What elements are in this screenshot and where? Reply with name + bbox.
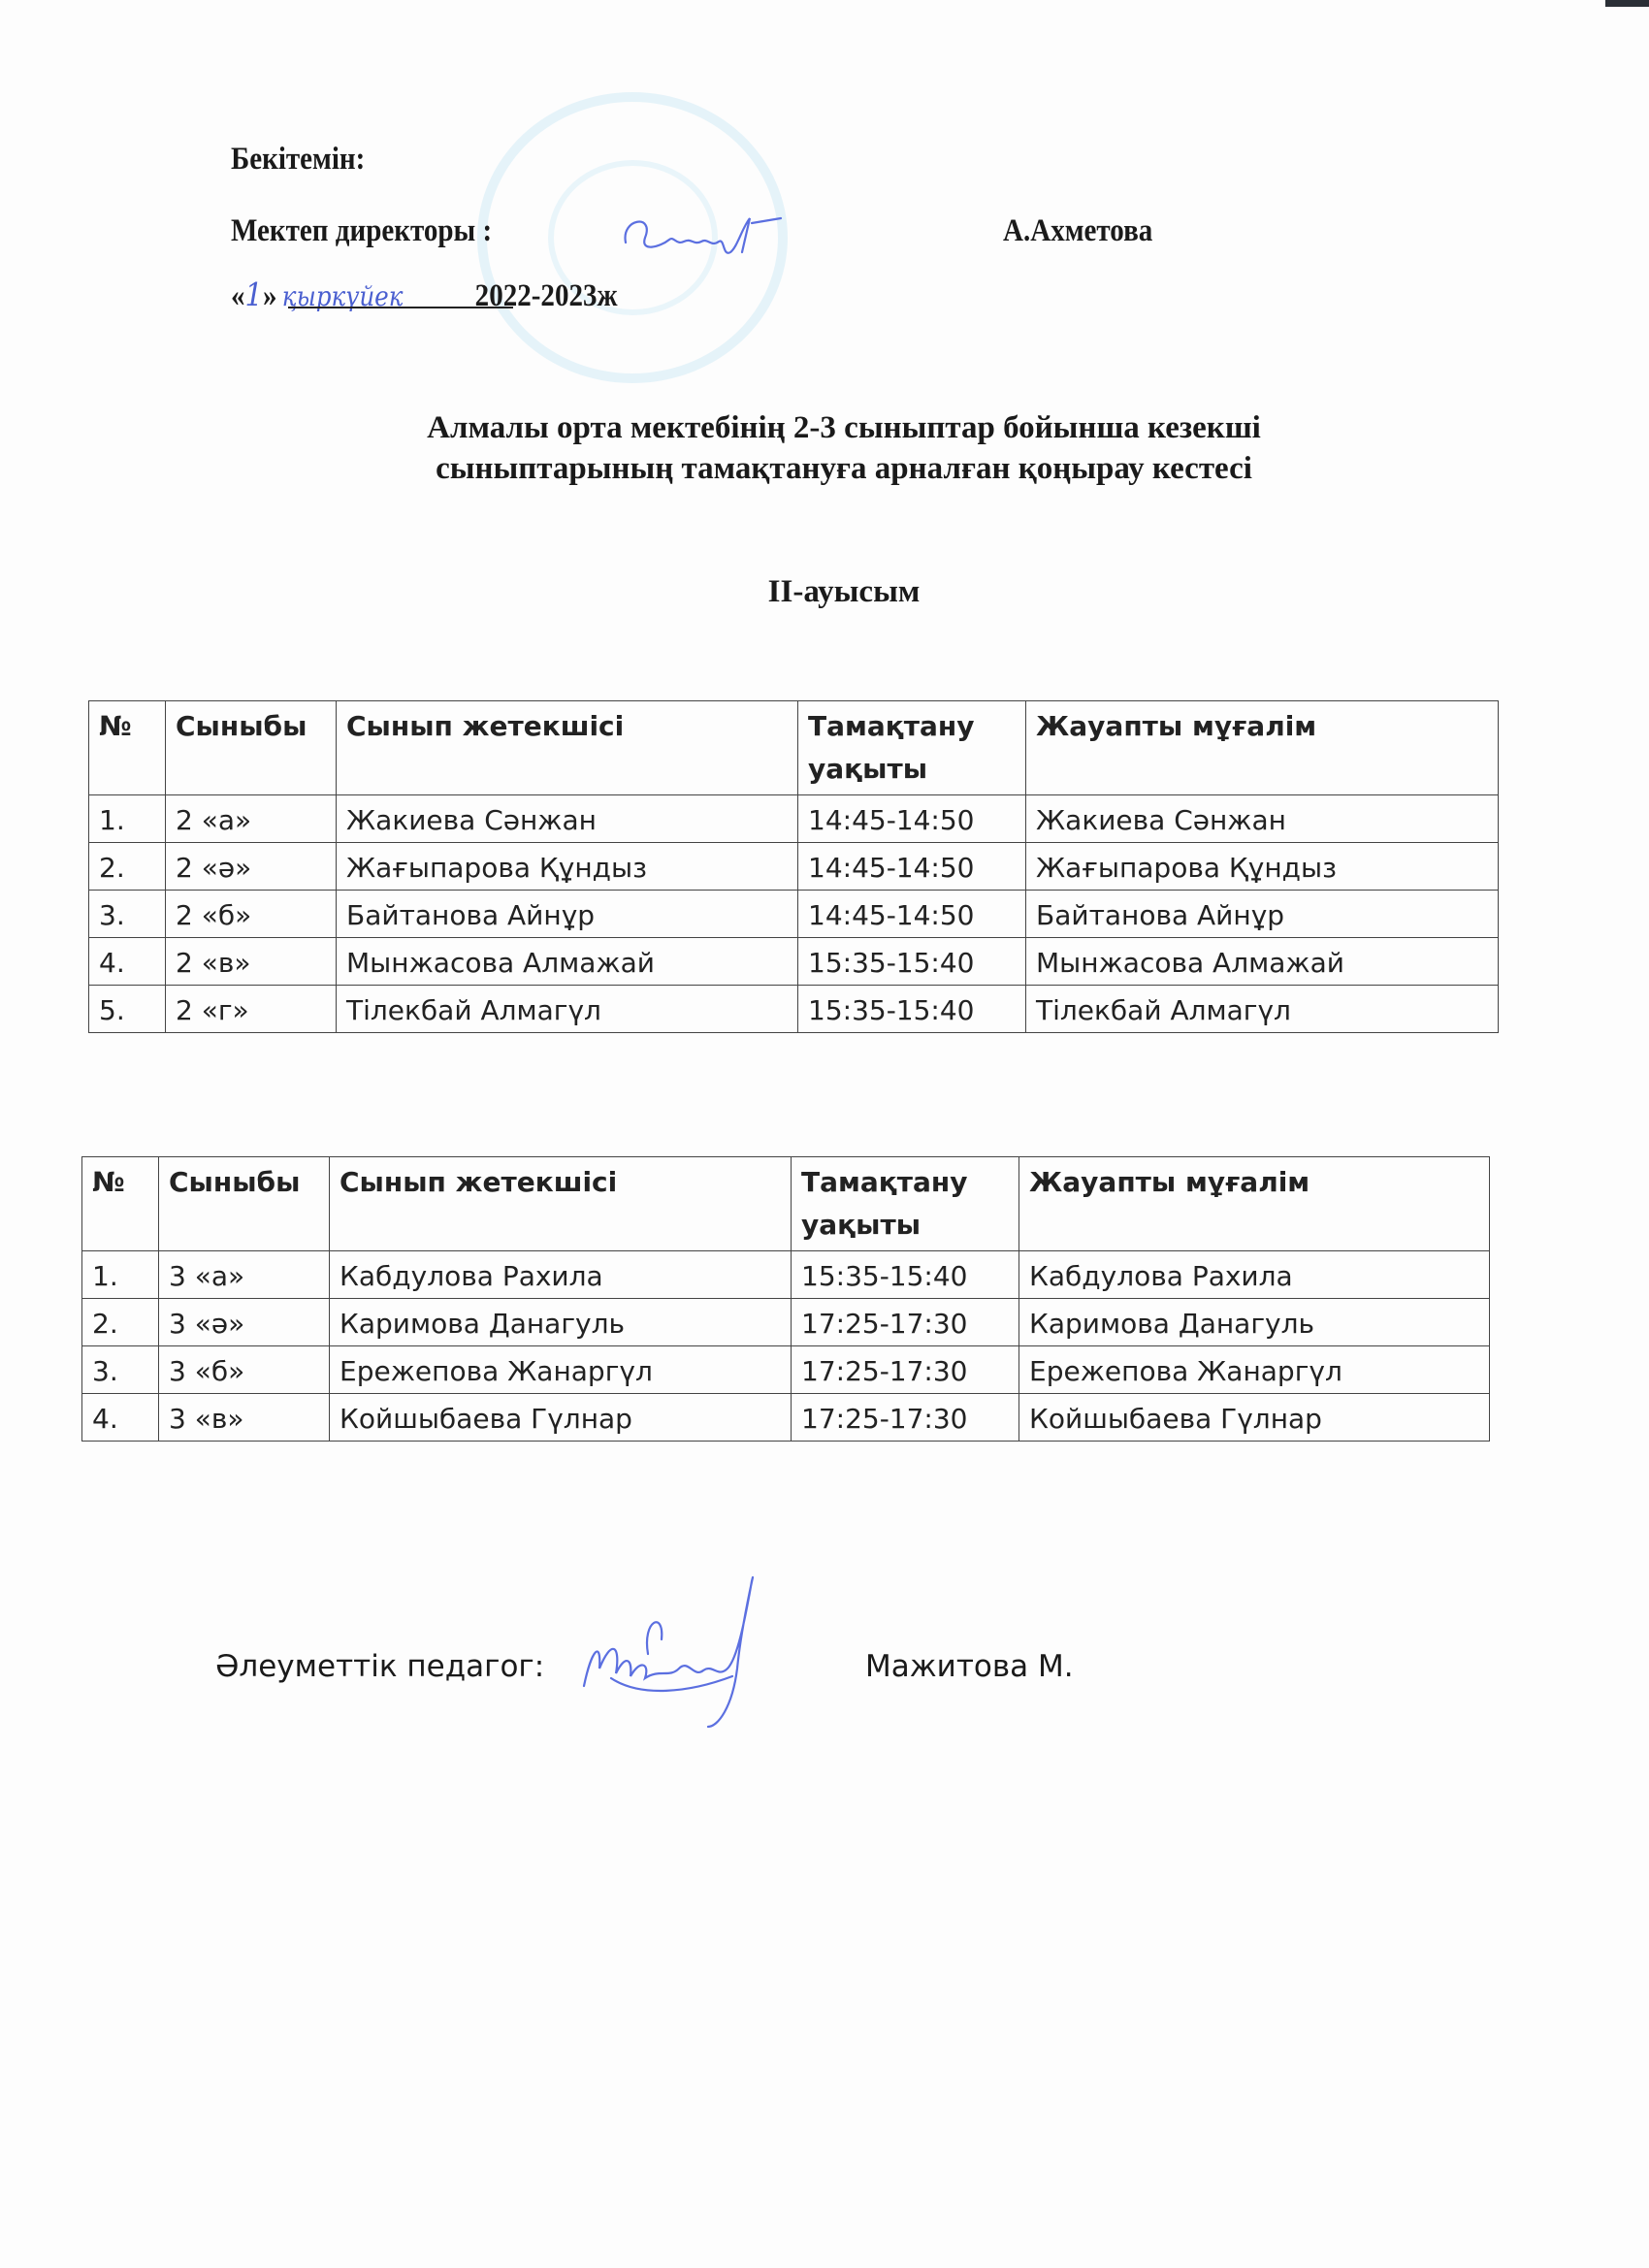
header-class-teacher: Сынып жетекшісі xyxy=(330,1157,792,1251)
document-title-line-2: сыныптарының тамақтануға арналған қоңырау кестесі xyxy=(436,451,1252,486)
cell-class-teacher: Мынжасова Алмажай xyxy=(337,938,798,986)
cell-no: 2. xyxy=(82,1299,159,1346)
director-label: Мектеп директоры : xyxy=(231,213,493,248)
cell-class: 2 «г» xyxy=(166,986,337,1033)
approve-label: Бекітемін: xyxy=(231,142,366,177)
header-meal-time-line-2: уақыты xyxy=(801,1209,922,1241)
table-row xyxy=(82,1299,1490,1346)
header-responsible-teacher: Жауапты мұғалім xyxy=(1026,701,1499,795)
cell-responsible: Кабдулова Рахила xyxy=(1019,1251,1490,1299)
cell-meal-time: 14:45-14:50 xyxy=(798,843,1026,891)
cell-meal-time: 15:35-15:40 xyxy=(798,986,1026,1033)
cell-meal-time: 15:35-15:40 xyxy=(798,938,1026,986)
table-row xyxy=(89,843,1499,891)
cell-no: 3. xyxy=(89,891,166,938)
director-signature xyxy=(616,199,786,272)
grade2-schedule-table xyxy=(88,700,1499,1033)
header-responsible-teacher: Жауапты мұғалім xyxy=(1019,1157,1490,1251)
cell-responsible: Койшыбаева Гүлнар xyxy=(1019,1394,1490,1442)
date-open-quote: « xyxy=(231,278,245,313)
cell-class-teacher: Жағыпарова Құндыз xyxy=(337,843,798,891)
cell-class: 2 «а» xyxy=(166,795,337,843)
shift-label: ІІ-ауысым xyxy=(767,574,921,609)
cell-no: 1. xyxy=(82,1251,159,1299)
cell-class: 2 «ә» xyxy=(166,843,337,891)
date-month-blank xyxy=(277,278,475,314)
cell-responsible: Жағыпарова Құндыз xyxy=(1026,843,1499,891)
director-name: А.Ахметова xyxy=(1003,213,1153,248)
cell-no: 2. xyxy=(89,843,166,891)
cell-class: 3 «ә» xyxy=(159,1299,330,1346)
cell-class-teacher: Жакиева Сәнжан xyxy=(337,795,798,843)
cell-class: 2 «б» xyxy=(166,891,337,938)
cell-responsible: Байтанова Айнұр xyxy=(1026,891,1499,938)
header-class-teacher: Сынып жетекшісі xyxy=(337,701,798,795)
cell-meal-time: 17:25-17:30 xyxy=(792,1299,1019,1346)
table-row xyxy=(89,938,1499,986)
cell-class-teacher: Тілекбай Алмагүл xyxy=(337,986,798,1033)
cell-class: 3 «в» xyxy=(159,1394,330,1442)
header-class: Сыныбы xyxy=(159,1157,330,1251)
table-header-row xyxy=(82,1157,1490,1251)
cell-class: 3 «а» xyxy=(159,1251,330,1299)
approval-date xyxy=(231,275,618,314)
date-month: қыркүйек xyxy=(281,280,404,312)
cell-class: 2 «в» xyxy=(166,938,337,986)
cell-no: 5. xyxy=(89,986,166,1033)
document-title-line-1: Алмалы орта мектебінің 2-3 сыныптар бойынша кезекші xyxy=(427,410,1261,445)
table-row xyxy=(82,1394,1490,1442)
cell-class-teacher: Ережепова Жанаргүл xyxy=(330,1346,792,1394)
cell-no: 4. xyxy=(89,938,166,986)
cell-meal-time: 14:45-14:50 xyxy=(798,891,1026,938)
header-meal-time xyxy=(792,1157,1019,1251)
cell-meal-time: 17:25-17:30 xyxy=(792,1394,1019,1442)
header-meal-time-line-1: Тамақтану xyxy=(801,1166,968,1198)
cell-no: 4. xyxy=(82,1394,159,1442)
cell-responsible: Каримова Данагуль xyxy=(1019,1299,1490,1346)
cell-responsible: Ережепова Жанаргүл xyxy=(1019,1346,1490,1394)
cell-responsible: Жакиева Сәнжан xyxy=(1026,795,1499,843)
table-row xyxy=(89,986,1499,1033)
header-meal-time-line-1: Тамақтану xyxy=(808,710,975,742)
header-no: № xyxy=(82,1157,159,1251)
cell-meal-time: 15:35-15:40 xyxy=(792,1251,1019,1299)
cell-no: 1. xyxy=(89,795,166,843)
cell-meal-time: 14:45-14:50 xyxy=(798,795,1026,843)
cell-meal-time: 17:25-17:30 xyxy=(792,1346,1019,1394)
social-pedagogue-signature xyxy=(572,1562,795,1732)
header-class: Сыныбы xyxy=(166,701,337,795)
table-row xyxy=(82,1251,1490,1299)
header-meal-time xyxy=(798,701,1026,795)
grade3-schedule-table xyxy=(81,1156,1490,1442)
cell-class-teacher: Байтанова Айнұр xyxy=(337,891,798,938)
date-close-quote: » xyxy=(263,278,277,313)
date-year: 2022-2023ж xyxy=(474,278,618,313)
cell-class-teacher: Койшыбаева Гүлнар xyxy=(330,1394,792,1442)
cell-class-teacher: Кабдулова Рахила xyxy=(330,1251,792,1299)
table-row xyxy=(89,795,1499,843)
scan-corner-mark xyxy=(1605,0,1649,7)
table-header-row xyxy=(89,701,1499,795)
date-underline xyxy=(288,307,513,308)
table-row xyxy=(82,1346,1490,1394)
date-day: 1 xyxy=(244,275,263,313)
cell-no: 3. xyxy=(82,1346,159,1394)
social-pedagogue-label: Әлеуметтік педагог: xyxy=(215,1649,545,1684)
social-pedagogue-name: Мажитова М. xyxy=(865,1649,1074,1684)
header-meal-time-line-2: уақыты xyxy=(808,753,928,785)
cell-class: 3 «б» xyxy=(159,1346,330,1394)
header-no: № xyxy=(89,701,166,795)
cell-class-teacher: Каримова Данагуль xyxy=(330,1299,792,1346)
cell-responsible: Тілекбай Алмагүл xyxy=(1026,986,1499,1033)
cell-responsible: Мынжасова Алмажай xyxy=(1026,938,1499,986)
table-row xyxy=(89,891,1499,938)
